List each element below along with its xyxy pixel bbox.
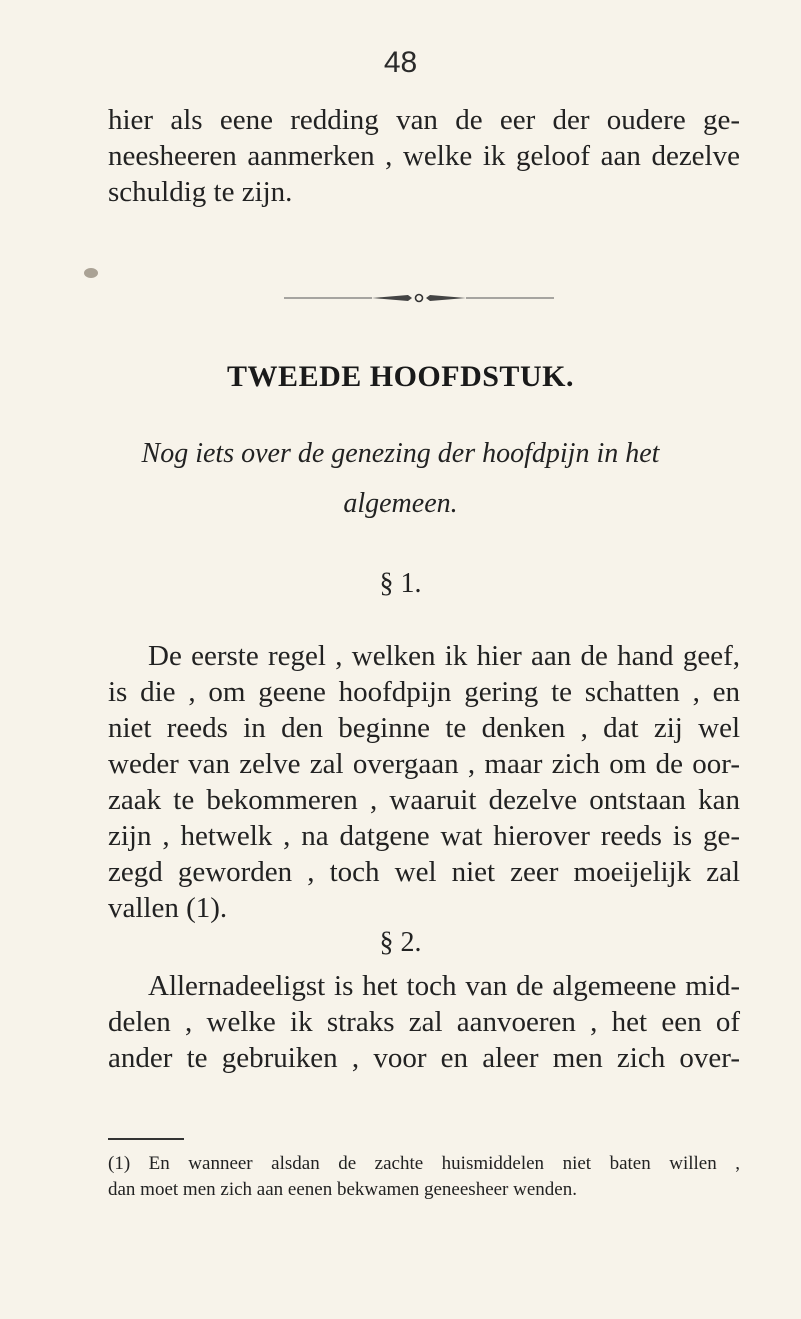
text-line: zijn , hetwelk , na datgene wat hierover reeds is ge- <box>108 820 740 852</box>
text-line: Allernadeeligst is het toch van de algemeene mid- <box>148 970 740 1002</box>
text-line: ander te gebruiken , voor en aleer men zich over- <box>108 1042 740 1074</box>
intro-paragraph <box>108 102 740 210</box>
footnote-line: (1) En wanneer alsdan de zachte huismiddelen niet baten willen , <box>108 1153 740 1174</box>
chapter-subtitle-continued: algemeen. <box>343 488 458 519</box>
text-line: zegd geworden , toch wel niet zeer moeijelijk zal <box>108 856 740 888</box>
text-line: niet reeds in den beginne te denken , dat zij wel <box>108 712 740 744</box>
section-2-paragraph <box>108 968 740 1076</box>
text-line: schuldig te zijn. <box>108 176 293 208</box>
text-line: zaak te bekommeren , waaruit dezelve ontstaan kan <box>108 784 740 816</box>
page-number: 48 <box>383 46 418 79</box>
chapter-title: TWEEDE HOOFDSTUK. <box>227 360 574 393</box>
footnote <box>108 1151 740 1203</box>
chapter-subtitle: Nog iets over de genezing der hoofdpijn in het <box>141 438 660 469</box>
text-line: weder van zelve zal overgaan , maar zich om de oor- <box>108 748 740 780</box>
text-line: is die , om geene hoofdpijn gering te schatten , en <box>108 676 740 708</box>
text-line: vallen (1). <box>108 892 228 924</box>
section-heading: § 1. <box>379 568 422 599</box>
section-heading: § 2. <box>379 927 422 958</box>
footnote-divider <box>108 1138 184 1140</box>
text-line: neesheeren aanmerken , welke ik geloof aan dezelve <box>108 140 740 172</box>
text-line: hier als eene redding van de eer der oudere ge- <box>108 104 740 136</box>
text-line: delen , welke ik straks zal aanvoeren , het een of <box>108 1006 740 1038</box>
text-line: De eerste regel , welken ik hier aan de hand geef, <box>148 640 740 672</box>
footnote-line: dan moet men zich aan eenen bekwamen geneesheer wenden. <box>108 1179 577 1200</box>
section-1-paragraph <box>108 638 740 926</box>
decorative-rule-ornament <box>284 288 554 308</box>
paper-blemish <box>84 268 98 278</box>
